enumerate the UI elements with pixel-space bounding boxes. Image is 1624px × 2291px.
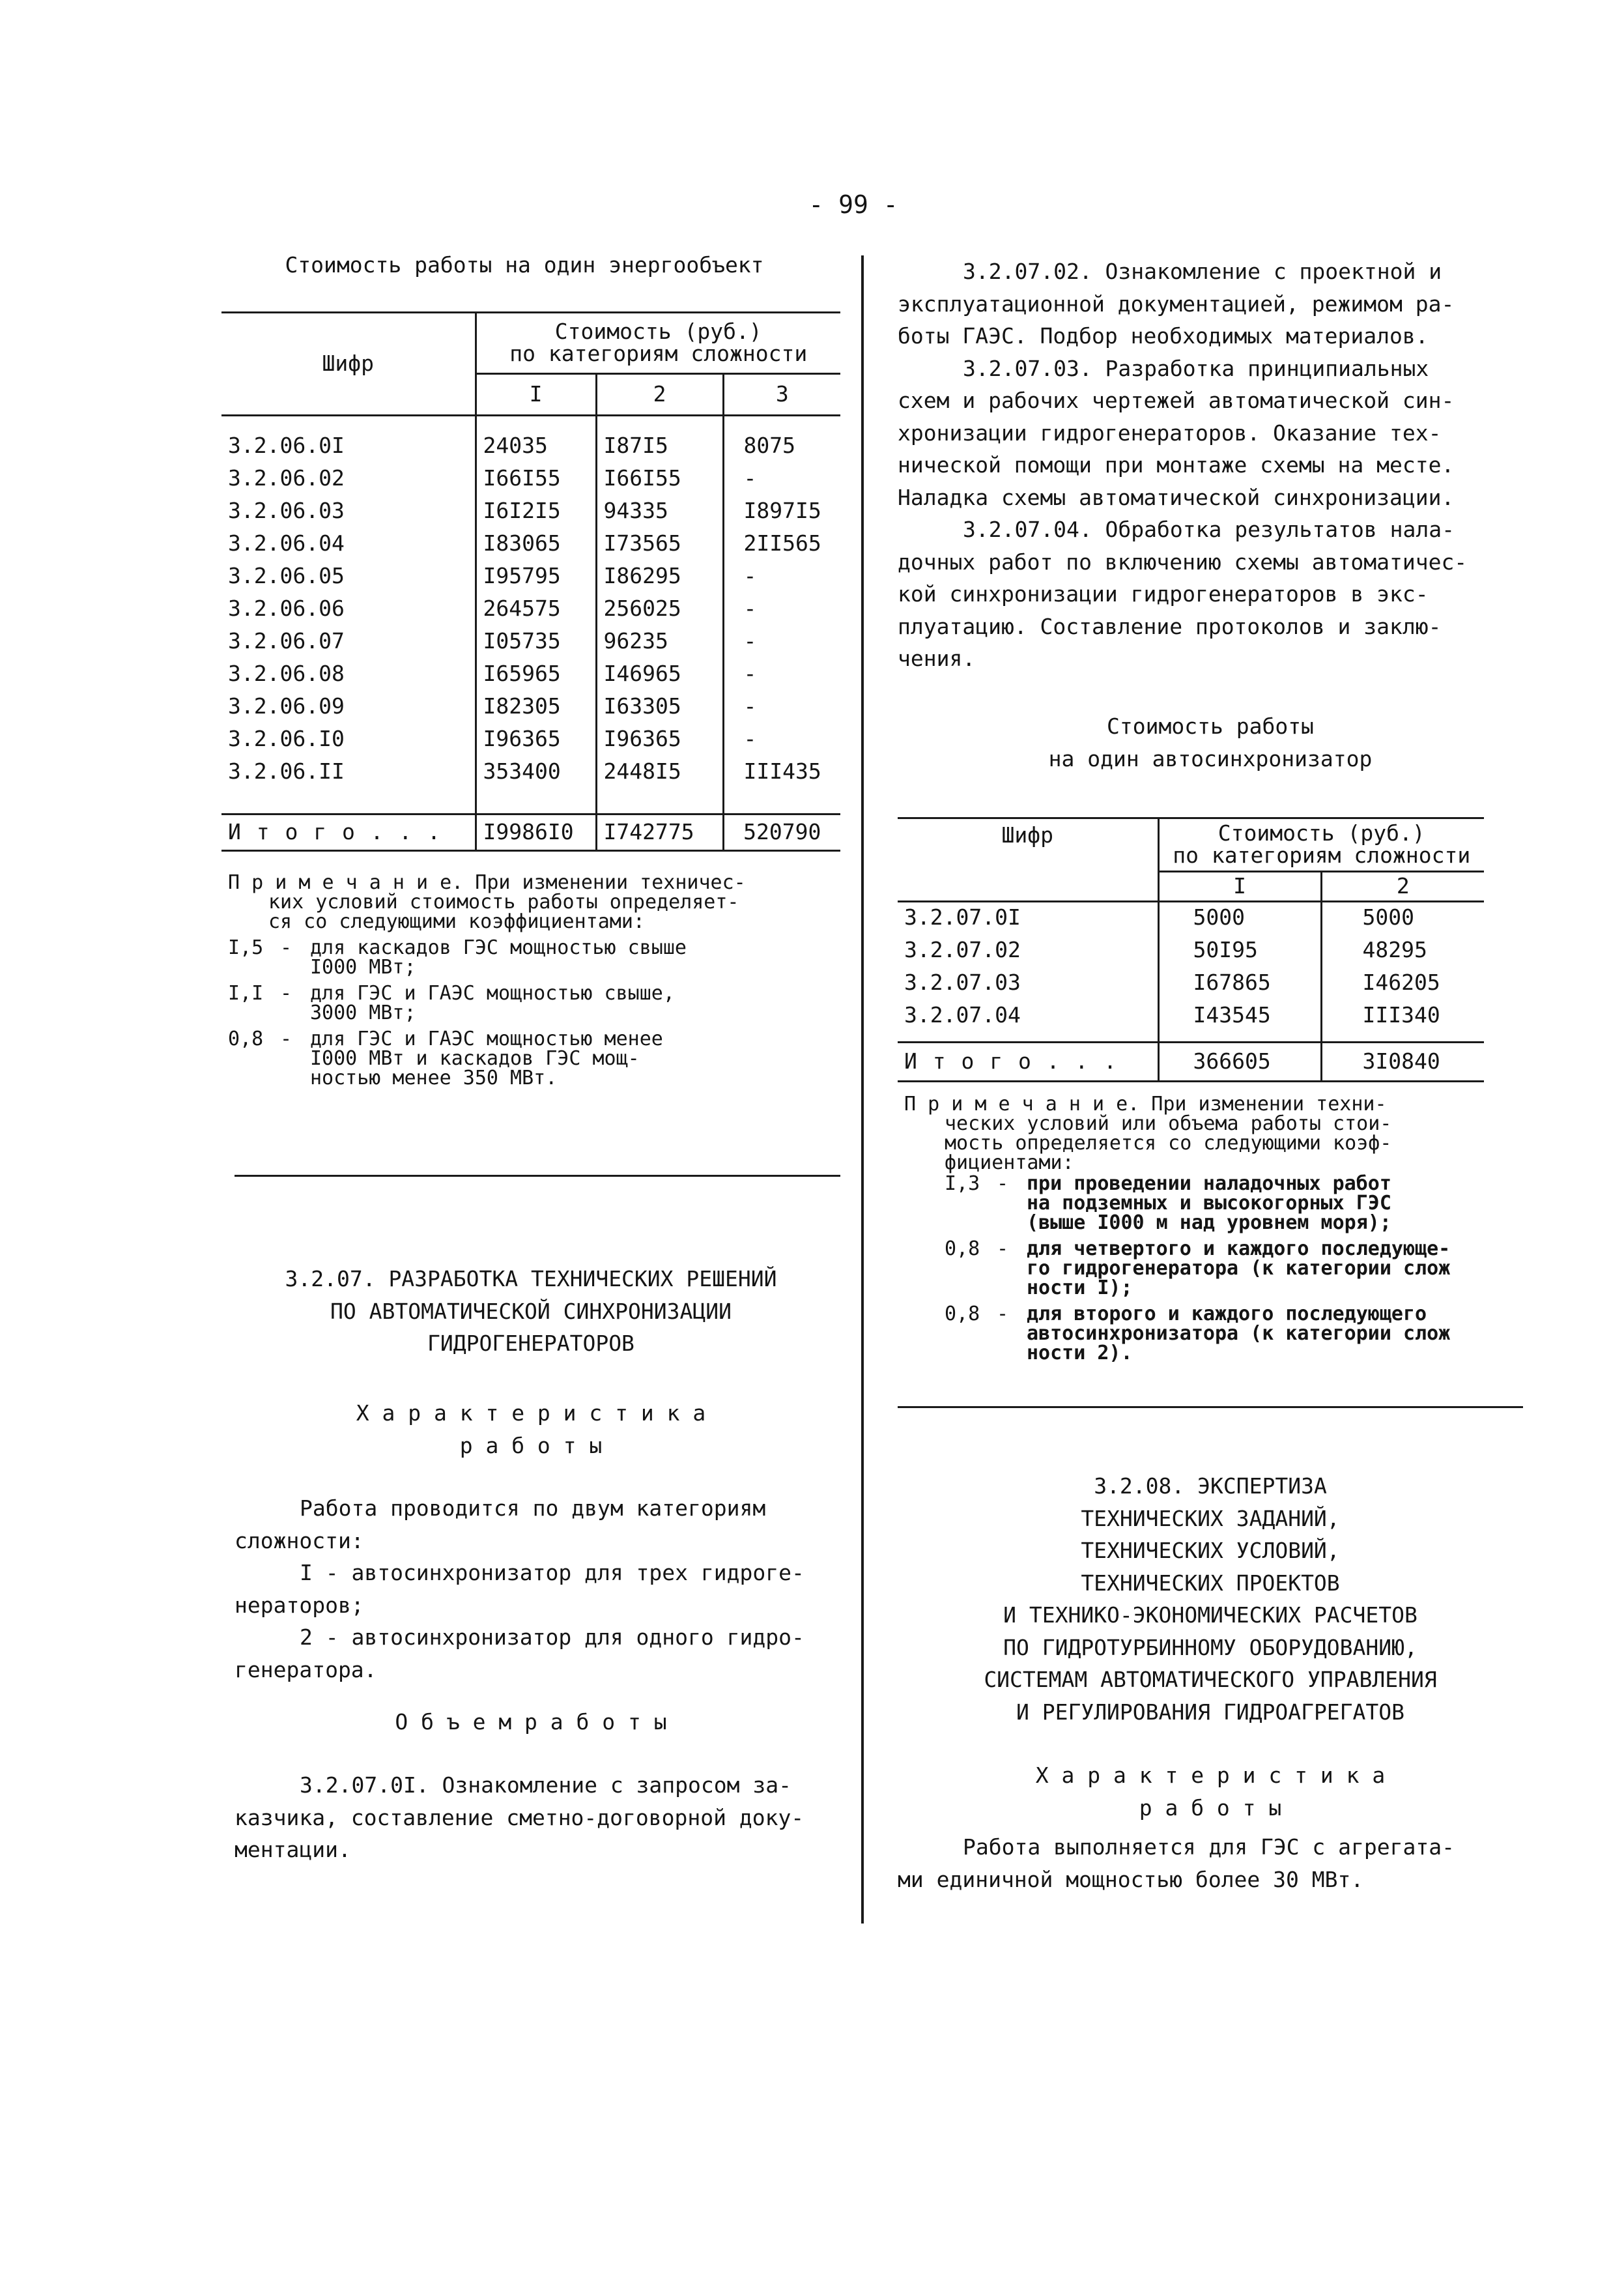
paragraph-3-2-07-04: 3.2.07.04. Обработка результатов нала- дочных работ по включению схемы автоматичес- кой синхронизации гидрогенераторов в экс- плуатацию. Составление протоколов и заклю- чения. [898, 517, 1468, 671]
category-header-2: 2 [596, 373, 723, 415]
note-item: I,I - для ГЭС и ГАЭС мощностью свыше, 3000 МВт; [228, 982, 675, 1024]
note-item: 0,8 - для второго и каждого последующего автосинхронизатора (к категории слож ности 2). [945, 1303, 1451, 1364]
table-row: 3.2.07.04 I43545 III340 [898, 999, 1484, 1031]
left-volume-text: 3.2.07.0I. Ознакомление с запросом за- казчика, составление сметно-договорной доку- ментации. [235, 1772, 805, 1862]
table-row: 3.2.06.07 I05735 96235 - [221, 625, 840, 657]
note-intro: П р и м е ч а н и е. При изменении техничес- [228, 871, 746, 894]
left-cost-table [221, 311, 840, 852]
right-note-rule [898, 1406, 1523, 1408]
right-note: П р и м е ч а н и е. При изменении техни- ческих условий или объема работы стои- мость определяется со следующими коэф- фициентами: I,3 - при проведении наладочных работ на подземных и высокогорных ГЭС (выше I000 м над уровнем моря); 0,8 - для четвертого и каждого последующе- го гидрогенератора (к категории слож ности I); 0,8 - для второго и каждого последующего автосинхронизатора (к категории слож ности 2). [904, 1095, 1530, 1363]
table-row: 3.2.06.II 353400 2448I5 III435 [221, 755, 840, 788]
left-note-rule [235, 1175, 840, 1177]
cost-header [476, 313, 840, 373]
note-item: I,3 - при проведении наладочных работ на подземных и высокогорных ГЭС (выше I000 м над уровнем моря); [945, 1172, 1391, 1234]
table-row: 3.2.06.03 I6I2I5 94335 I897I5 [221, 495, 840, 527]
section-3-2-08-title: 3.2.08. ЭКСПЕРТИЗА ТЕХНИЧЕСКИХ ЗАДАНИЙ, ТЕХНИЧЕСКИХ УСЛОВИЙ, ТЕХНИЧЕСКИХ ПРОЕКТОВ И ТЕХНИКО-ЭКОНОМИЧЕСКИХ РАСЧЕТОВ ПО ГИДРОТУРБИННОМУ ОБОРУДОВАНИЮ, СИСТЕМАМ АВТОМАТИЧЕСКОГО УПРАВЛЕНИЯ И РЕГУЛИРОВАНИЯ ГИДРОАГРЕГАТОВ [984, 1473, 1437, 1725]
left-table-caption: Стоимость работы на один энергообъект [285, 252, 764, 278]
table-row: 3.2.06.06 264575 256025 - [221, 592, 840, 625]
table-row: 3.2.06.02 I66I55 I66I55 - [221, 462, 840, 495]
column-divider [861, 255, 864, 1924]
left-characteristic-text: Работа проводится по двум категориям сложности: I - автосинхронизатор для трех гидроге- нераторов; 2 - автосинхронизатор для одного гидро- генератора. [235, 1495, 805, 1682]
right-characteristic-heading: Х а р а к т е р и с т и к а р а б о т ы [1035, 1763, 1386, 1821]
note-item: 0,8 - для ГЭС и ГАЭС мощностью менее I000 МВт и каскадов ГЭС мощ- ностью менее 350 МВт. [228, 1028, 663, 1089]
table-total-row: И т о г о . . . I9986I0 I742775 520790 [221, 814, 840, 850]
table-row: 3.2.07.0I 5000 5000 [898, 901, 1484, 934]
note-intro: П р и м е ч а н и е. При изменении техни- [904, 1093, 1387, 1116]
note-item: 0,8 - для четвертого и каждого последующе- го гидрогенератора (к категории слож ности I); [945, 1237, 1451, 1299]
table-row: 3.2.06.04 I83065 I73565 2II565 [221, 527, 840, 560]
paragraph-3-2-07-02: 3.2.07.02. Ознакомление с проектной и эксплуатационной документацией, режимом ра- боты ГАЭС. Подбор необходимых материалов. [898, 259, 1455, 349]
note-item: I,5 - для каскадов ГЭС мощностью свыше I000 МВт; [228, 936, 687, 979]
total-label: И т о г о . . . [221, 814, 476, 850]
volume-heading: О б ъ е м р а б о т ы [395, 1709, 667, 1735]
left-note: П р и м е ч а н и е. При изменении техничес- ких условий стоимость работы определяет- ся со следующими коэффициентами: I,5 - для каскадов ГЭС мощностью свыше I000 МВт; I,I - для ГЭС и ГАЭС мощностью свыше, 3000 МВт; 0,8 - для ГЭС и ГАЭС мощностью менее I000 МВт и каскадов ГЭС мощ- ностью менее 350 МВт. [228, 873, 840, 1088]
total-label: И т о г о . . . [898, 1042, 1158, 1081]
table-row: 3.2.06.I0 I96365 I96365 - [221, 723, 840, 755]
section-3-2-07-title: 3.2.07. РАЗРАБОТКА ТЕХНИЧЕСКИХ РЕШЕНИЙ ПО АВТОМАТИЧЕСКОЙ СИНХРОНИЗАЦИИ ГИДРОГЕНЕРАТОРОВ [285, 1266, 777, 1356]
category-header-3: 3 [723, 373, 840, 415]
cost-header-line-1: Стоимость (руб.) [1218, 820, 1425, 846]
category-header-1: I [476, 373, 596, 415]
table-row: 3.2.07.03 I67865 I46205 [898, 966, 1484, 999]
table-total-row: И т о г о . . . 366605 3I0840 [898, 1042, 1484, 1081]
left-characteristic-heading: Х а р а к т е р и с т и к а р а б о т ы [356, 1400, 706, 1458]
category-header-2: 2 [1321, 871, 1484, 901]
table-row: 3.2.06.0I 24035 I87I5 8075 [221, 429, 840, 462]
cost-header-line-2: по категориям сложности [509, 341, 808, 367]
right-characteristic-text: Работа выполняется для ГЭС с агрегата- ми единичной мощностью более 30 МВт. [898, 1834, 1455, 1892]
table-row: 3.2.06.09 I82305 I63305 - [221, 690, 840, 723]
cost-header-line-2: по категориям сложности [1173, 843, 1471, 869]
category-header-1: I [1158, 871, 1321, 901]
col-code-header: Шифр [221, 313, 476, 415]
table-row: 3.2.06.08 I65965 I46965 - [221, 657, 840, 690]
page-number: - 99 - [808, 190, 898, 219]
col-code-header: Шифр [898, 819, 1158, 901]
table-row: 3.2.07.02 50I95 48295 [898, 934, 1484, 966]
paragraph-3-2-07-03: 3.2.07.03. Разработка принципиальных схем и рабочих чертежей автоматической син- хронизации гидрогенераторов. Оказание тех- нической помощи при монтаже схемы на месте. Наладка схемы автоматической синхронизации. [898, 355, 1455, 510]
right-paragraphs [898, 255, 1510, 675]
cost-header-line-1: Стоимость (руб.) [554, 318, 762, 344]
right-table-caption: Стоимость работы на один автосинхронизатор [1048, 713, 1373, 771]
right-cost-table [898, 817, 1484, 1082]
cost-header [1158, 819, 1484, 871]
table-row: 3.2.06.05 I95795 I86295 - [221, 560, 840, 592]
